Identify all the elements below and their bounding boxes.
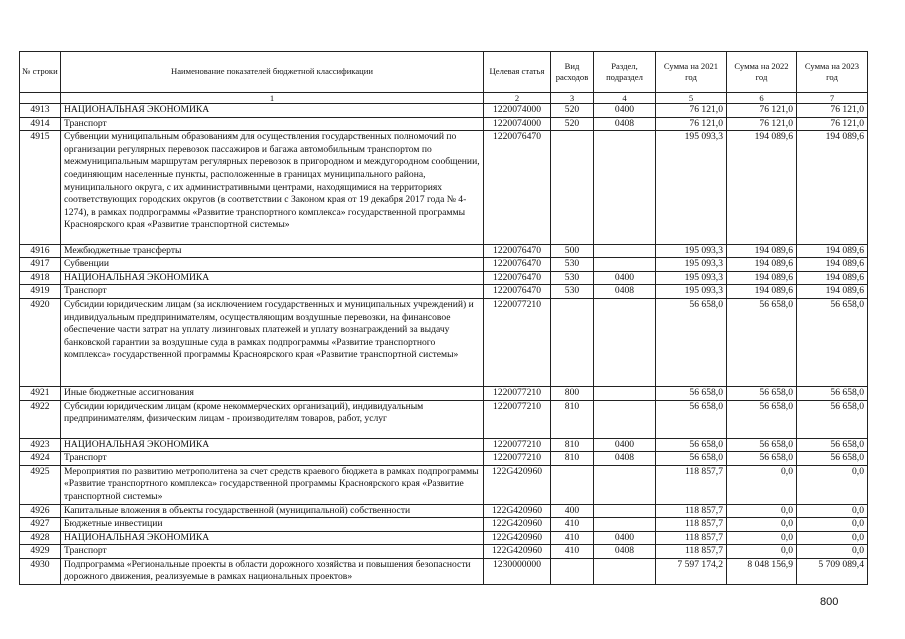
- cell-section: [594, 131, 656, 244]
- cell-target-article: 1220077210: [484, 298, 551, 386]
- cell-row-number: 4914: [20, 117, 61, 131]
- table-row: [20, 465, 868, 504]
- cell-row-number: 4924: [20, 452, 61, 466]
- table-row: [20, 285, 868, 299]
- cell-target-article: 1220076470: [484, 258, 551, 272]
- cell-name: Мероприятия по развитию метрополитена за счет средств краевого бюджета в рамках подпрограммы «Развитие транспортного комплекса» государственной программы Красноярского края «Развитие транспортной системы»: [61, 465, 484, 504]
- cell-name: Иные бюджетные ассигнования: [61, 387, 484, 401]
- cell-row-number: 4921: [20, 387, 61, 401]
- cell-target-article: 1220076470: [484, 244, 551, 258]
- cell-section: 0400: [594, 271, 656, 285]
- cell-name: Транспорт: [61, 452, 484, 466]
- cell-target-article: 1220074000: [484, 104, 551, 118]
- cell-expense-kind: 530: [551, 285, 594, 299]
- cell-target-article: 1220077210: [484, 387, 551, 401]
- table-row: [20, 271, 868, 285]
- cell-name: НАЦИОНАЛЬНАЯ ЭКОНОМИКА: [61, 438, 484, 452]
- table-row: [20, 298, 868, 386]
- cell-expense-kind: [551, 558, 594, 584]
- header-expense-kind: Вид расходов: [551, 52, 594, 93]
- cell-row-number: 4916: [20, 244, 61, 258]
- cell-sum-2023: 0,0: [797, 465, 868, 504]
- table-header-row: [20, 52, 868, 93]
- cell-sum-2021: 195 093,3: [656, 271, 727, 285]
- cell-sum-2022: 0,0: [727, 545, 797, 559]
- cell-sum-2023: 76 121,0: [797, 104, 868, 118]
- cell-expense-kind: 400: [551, 504, 594, 518]
- table-row: [20, 258, 868, 272]
- cell-sum-2023: 0,0: [797, 518, 868, 532]
- cell-expense-kind: 810: [551, 438, 594, 452]
- cell-section: 0400: [594, 104, 656, 118]
- cell-name: НАЦИОНАЛЬНАЯ ЭКОНОМИКА: [61, 271, 484, 285]
- header-target-article: Целевая статья: [484, 52, 551, 93]
- cell-sum-2022: 76 121,0: [727, 117, 797, 131]
- cell-section: 0400: [594, 531, 656, 545]
- cell-name: НАЦИОНАЛЬНАЯ ЭКОНОМИКА: [61, 531, 484, 545]
- cell-row-number: 4930: [20, 558, 61, 584]
- cell-sum-2021: 56 658,0: [656, 438, 727, 452]
- cell-sum-2023: 56 658,0: [797, 438, 868, 452]
- column-number: 2: [484, 93, 551, 104]
- cell-section: [594, 298, 656, 386]
- cell-expense-kind: 810: [551, 452, 594, 466]
- cell-sum-2023: 56 658,0: [797, 298, 868, 386]
- cell-row-number: 4919: [20, 285, 61, 299]
- cell-sum-2022: 56 658,0: [727, 387, 797, 401]
- cell-sum-2021: 195 093,3: [656, 285, 727, 299]
- cell-row-number: 4917: [20, 258, 61, 272]
- cell-sum-2021: 76 121,0: [656, 104, 727, 118]
- column-number: 3: [551, 93, 594, 104]
- cell-sum-2022: 0,0: [727, 518, 797, 532]
- column-number-row: [20, 93, 868, 104]
- table-row: [20, 558, 868, 584]
- cell-section: [594, 558, 656, 584]
- column-number: 7: [797, 93, 868, 104]
- cell-name: Капитальные вложения в объекты государственной (муниципальной) собственности: [61, 504, 484, 518]
- cell-section: [594, 244, 656, 258]
- cell-name: Транспорт: [61, 117, 484, 131]
- cell-sum-2021: 76 121,0: [656, 117, 727, 131]
- cell-target-article: 1220074000: [484, 117, 551, 131]
- table-row: [20, 400, 868, 438]
- table-row: [20, 387, 868, 401]
- cell-sum-2022: 194 089,6: [727, 285, 797, 299]
- cell-section: [594, 518, 656, 532]
- cell-name: Транспорт: [61, 545, 484, 559]
- cell-sum-2021: 56 658,0: [656, 400, 727, 438]
- cell-expense-kind: 410: [551, 545, 594, 559]
- page-number: 800: [820, 596, 839, 608]
- header-section: Раздел, подраздел: [594, 52, 656, 93]
- header-name: Наименование показателей бюджетной классификации: [61, 52, 484, 93]
- cell-section: 0408: [594, 117, 656, 131]
- cell-name: Подпрограмма «Региональные проекты в области дорожного хозяйства и повышения безопасности дорожного движения, реализуемые в рамках национальных проектов»: [61, 558, 484, 584]
- cell-sum-2023: 0,0: [797, 504, 868, 518]
- cell-section: 0408: [594, 285, 656, 299]
- cell-sum-2021: 118 857,7: [656, 518, 727, 532]
- table-row: [20, 117, 868, 131]
- cell-expense-kind: [551, 298, 594, 386]
- cell-section: 0408: [594, 452, 656, 466]
- cell-target-article: 1220077210: [484, 438, 551, 452]
- cell-sum-2021: 56 658,0: [656, 298, 727, 386]
- cell-row-number: 4913: [20, 104, 61, 118]
- cell-sum-2021: 118 857,7: [656, 531, 727, 545]
- cell-sum-2022: 56 658,0: [727, 452, 797, 466]
- cell-sum-2023: 194 089,6: [797, 244, 868, 258]
- table-row: [20, 504, 868, 518]
- cell-sum-2023: 76 121,0: [797, 117, 868, 131]
- cell-name: Субвенции: [61, 258, 484, 272]
- cell-target-article: 1220076470: [484, 271, 551, 285]
- cell-sum-2022: 0,0: [727, 531, 797, 545]
- cell-section: 0408: [594, 545, 656, 559]
- cell-name: НАЦИОНАЛЬНАЯ ЭКОНОМИКА: [61, 104, 484, 118]
- cell-expense-kind: [551, 131, 594, 244]
- table-body: [20, 104, 868, 585]
- cell-target-article: 122G420960: [484, 545, 551, 559]
- cell-expense-kind: 530: [551, 258, 594, 272]
- cell-sum-2023: 56 658,0: [797, 452, 868, 466]
- header-row-number: № строки: [20, 52, 61, 93]
- cell-target-article: 122G420960: [484, 504, 551, 518]
- cell-section: [594, 387, 656, 401]
- cell-target-article: 1220076470: [484, 131, 551, 244]
- cell-sum-2021: 118 857,7: [656, 465, 727, 504]
- cell-row-number: 4926: [20, 504, 61, 518]
- cell-sum-2021: 195 093,3: [656, 131, 727, 244]
- cell-row-number: 4918: [20, 271, 61, 285]
- table-row: [20, 531, 868, 545]
- cell-row-number: 4915: [20, 131, 61, 244]
- header-sum-2022: Сумма на 2022 год: [727, 52, 797, 93]
- cell-name: Субсидии юридическим лицам (кроме некоммерческих организаций), индивидуальным предпринимателям, физическим лицам - производителям товаров, работ, услуг: [61, 400, 484, 438]
- cell-sum-2022: 56 658,0: [727, 298, 797, 386]
- cell-row-number: 4922: [20, 400, 61, 438]
- cell-expense-kind: 520: [551, 104, 594, 118]
- column-number: 1: [61, 93, 484, 104]
- cell-sum-2022: 194 089,6: [727, 131, 797, 244]
- cell-row-number: 4928: [20, 531, 61, 545]
- cell-sum-2023: 5 709 089,4: [797, 558, 868, 584]
- cell-expense-kind: [551, 465, 594, 504]
- cell-sum-2022: 56 658,0: [727, 400, 797, 438]
- cell-sum-2022: 194 089,6: [727, 258, 797, 272]
- cell-row-number: 4923: [20, 438, 61, 452]
- cell-sum-2023: 0,0: [797, 545, 868, 559]
- cell-sum-2023: 0,0: [797, 531, 868, 545]
- cell-sum-2021: 56 658,0: [656, 387, 727, 401]
- cell-sum-2023: 194 089,6: [797, 271, 868, 285]
- cell-sum-2022: 0,0: [727, 504, 797, 518]
- cell-target-article: 1220076470: [484, 285, 551, 299]
- cell-sum-2021: 118 857,7: [656, 504, 727, 518]
- cell-sum-2021: 118 857,7: [656, 545, 727, 559]
- table-row: [20, 244, 868, 258]
- cell-section: [594, 400, 656, 438]
- table-row: [20, 545, 868, 559]
- cell-row-number: 4927: [20, 518, 61, 532]
- cell-sum-2022: 0,0: [727, 465, 797, 504]
- cell-sum-2023: 56 658,0: [797, 387, 868, 401]
- table-row: [20, 452, 868, 466]
- cell-expense-kind: 520: [551, 117, 594, 131]
- table-row: [20, 518, 868, 532]
- cell-row-number: 4925: [20, 465, 61, 504]
- column-number: 6: [727, 93, 797, 104]
- cell-sum-2022: 8 048 156,9: [727, 558, 797, 584]
- cell-sum-2021: 195 093,3: [656, 244, 727, 258]
- budget-table: [19, 51, 868, 585]
- header-sum-2021: Сумма на 2021 год: [656, 52, 727, 93]
- cell-sum-2022: 56 658,0: [727, 438, 797, 452]
- cell-name: Бюджетные инвестиции: [61, 518, 484, 532]
- cell-sum-2021: 195 093,3: [656, 258, 727, 272]
- cell-sum-2021: 56 658,0: [656, 452, 727, 466]
- cell-expense-kind: 530: [551, 271, 594, 285]
- cell-target-article: 122G420960: [484, 465, 551, 504]
- table-row: [20, 438, 868, 452]
- cell-target-article: 1230000000: [484, 558, 551, 584]
- cell-section: [594, 258, 656, 272]
- cell-sum-2023: 194 089,6: [797, 285, 868, 299]
- cell-target-article: 122G420960: [484, 531, 551, 545]
- column-number: 5: [656, 93, 727, 104]
- cell-target-article: 1220077210: [484, 400, 551, 438]
- cell-name: Межбюджетные трансферты: [61, 244, 484, 258]
- cell-expense-kind: 500: [551, 244, 594, 258]
- cell-row-number: 4929: [20, 545, 61, 559]
- cell-section: 0400: [594, 438, 656, 452]
- cell-name: Субсидии юридическим лицам (за исключением государственных и муниципальных учреждений) и индивидуальным предпринимателям, осуществляющим воздушные перевозки, на финансовое обеспечение части затрат на уплату лизинговых платежей и уплату вознаграждений за выдачу банковской гарантии за воздушные суда в рамках подпрограммы «Развитие транспортного комплекса» государственной программы Красноярского края «Развитие транспортной системы»: [61, 298, 484, 386]
- cell-sum-2022: 194 089,6: [727, 271, 797, 285]
- cell-sum-2021: 7 597 174,2: [656, 558, 727, 584]
- cell-name: Субвенции муниципальным образованиям для осуществления государственных полномочий по организации регулярных перевозок пассажиров и багажа автомобильным транспортом по межмуниципальным маршрутам регулярных перевозок в пригородном и междугородном сообщении, соединяющим населенные пункты, расположенные в границах муниципального района, муниципального округа, с их административными центрами, находящимися на территориях соответствующих городских округов (в соответствии с Законом края от 19 декабря 2017 года № 4-1274), в рамках подпрограммы «Развитие транспортного комплекса» государственной программы Красноярского края «Развитие транспортной системы»: [61, 131, 484, 244]
- cell-sum-2023: 56 658,0: [797, 400, 868, 438]
- cell-sum-2022: 76 121,0: [727, 104, 797, 118]
- cell-target-article: 122G420960: [484, 518, 551, 532]
- header-sum-2023: Сумма на 2023 год: [797, 52, 868, 93]
- cell-expense-kind: 810: [551, 400, 594, 438]
- cell-expense-kind: 410: [551, 531, 594, 545]
- cell-section: [594, 465, 656, 504]
- cell-expense-kind: 800: [551, 387, 594, 401]
- cell-row-number: 4920: [20, 298, 61, 386]
- cell-name: Транспорт: [61, 285, 484, 299]
- table-row: [20, 131, 868, 244]
- cell-target-article: 1220077210: [484, 452, 551, 466]
- cell-sum-2023: 194 089,6: [797, 258, 868, 272]
- cell-sum-2022: 194 089,6: [727, 244, 797, 258]
- cell-section: [594, 504, 656, 518]
- column-number: 4: [594, 93, 656, 104]
- cell-expense-kind: 410: [551, 518, 594, 532]
- column-number-blank: [20, 93, 61, 104]
- cell-sum-2023: 194 089,6: [797, 131, 868, 244]
- table-row: [20, 104, 868, 118]
